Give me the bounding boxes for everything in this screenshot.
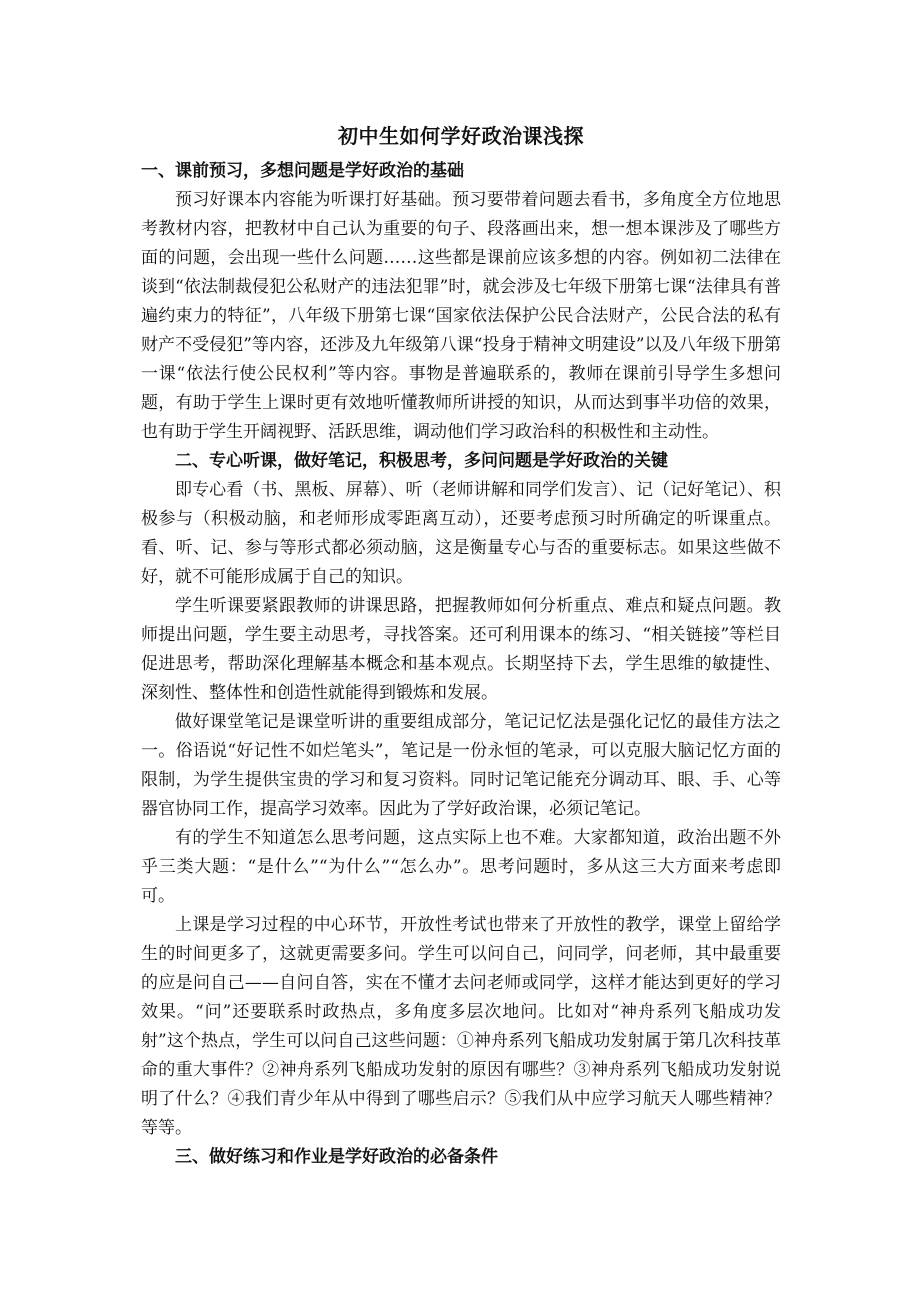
section-1-paragraph: 预习好课本内容能为听课打好基础。预习要带着问题去看书，多角度全方位地思考教材内容，把教材中自己认为重要的句子、段落画出来，想一想本课涉及了哪些方面的问题，会出现一些什么问题……这些都是课前应该多想的内容。例如初二法律在谈到“依法制裁侵犯公私财产的违法犯罪”时，就会涉及七年级下册第七课“法律具有普遍约束力的特征”，八年级下册第七课“国家依法保护公民合法财产，公民合法的私有财产不受侵犯”等内容，还涉及九年级第八课“投身于精神文明建设”以及八年级下册第一课“依法行使公民权利”等内容。事物是普遍联系的，教师在课前引导学生多想问题，有助于学生上课时更有效地听懂教师所讲授的知识，从而达到事半功倍的效果，也有助于学生开阔视野、活跃思维，调动他们学习政治科的积极性和主动性。 bbox=[141, 190, 781, 442]
section-2-paragraph-1: 即专心看（书、黑板、屏幕）、听（老师讲解和同学们发言）、记（记好笔记）、积极参与（积极动脑，和老师形成零距离互动），还要考虑预习时所确定的听课重点。看、听、记、参与等形式都必须动脑，这是衡量专心与否的重要标志。如果这些做不好，就不可能形成属于自己的知识。 bbox=[141, 480, 781, 587]
section-2-paragraph-4: 有的学生不知道怎么思考问题，这点实际上也不难。大家都知道，政治出题不外乎三类大题：“是什么”“为什么”“怎么办”。思考问题时，多从这三大方面来考虑即可。 bbox=[141, 828, 781, 906]
section-2-paragraph-3: 做好课堂笔记是课堂听讲的重要组成部分，笔记记忆法是强化记忆的最佳方法之一。俗语说“好记性不如烂笔头”，笔记是一份永恒的笔录，可以克服大脑记忆方面的限制，为学生提供宝贵的学习和复习资料。同时记笔记能充分调动耳、眼、手、心等器官协同工作，提高学习效率。因此为了学好政治课，必须记笔记。 bbox=[141, 712, 781, 819]
section-3-heading: 三、做好练习和作业是学好政治的必备条件 bbox=[175, 1147, 498, 1167]
section-2-paragraph-5: 上课是学习过程的中心环节，开放性考试也带来了开放性的教学，课堂上留给学生的时间更多了，这就更需要多问。学生可以问自己，问同学，问老师，其中最重要的应是问自己——自问自答，实在不懂才去问老师或同学，这样才能达到更好的学习效果。“问”还要联系时政热点，多角度多层次地问。比如对“神舟系列飞船成功发射”这个热点，学生可以问自己这些问题：①神舟系列飞船成功发射属于第几次科技革命的重大事件？②神舟系列飞船成功发射的原因有哪些？③神舟系列飞船成功发射说明了什么？④我们青少年从中得到了哪些启示？⑤我们从中应学习航天人哪些精神？等等。 bbox=[141, 915, 781, 1138]
section-2-heading: 二、专心听课，做好笔记，积极思考，多问问题是学好政治的关键 bbox=[175, 451, 668, 471]
section-2-paragraph-2: 学生听课要紧跟教师的讲课思路，把握教师如何分析重点、难点和疑点问题。教师提出问题，学生要主动思考，寻找答案。还可利用课本的练习、“相关链接”等栏目促进思考，帮助深化理解基本概念和基本观点。长期坚持下去，学生思维的敏捷性、深刻性、整体性和创造性就能得到锻炼和发展。 bbox=[141, 596, 781, 703]
document-title: 初中生如何学好政治课浅探 bbox=[338, 124, 584, 148]
section-1-heading: 一、课前预习，多想问题是学好政治的基础 bbox=[141, 161, 464, 181]
document-body bbox=[141, 121, 781, 1172]
